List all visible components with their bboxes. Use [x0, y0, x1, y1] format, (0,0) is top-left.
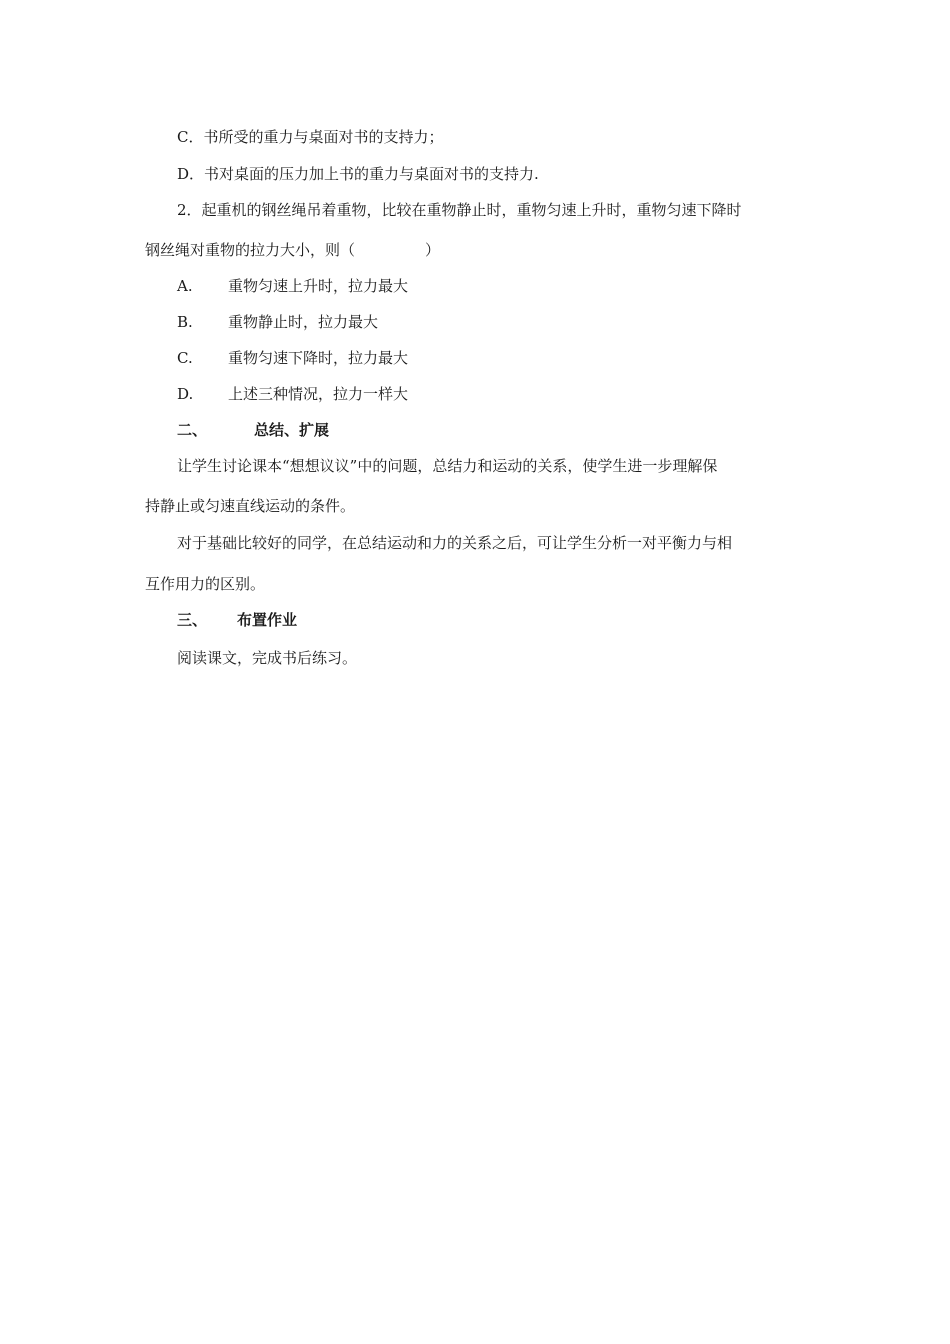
q2-option-a	[177, 276, 408, 296]
option-text: 重物静止时，拉力最大	[228, 313, 379, 331]
section2-p2-line2: 互作用力的区别。	[145, 575, 266, 593]
section2-p1-line1: 让学生讨论课本“想想议议”中的问题，总结力和运动的关系，使学生进一步理解保	[177, 457, 718, 475]
section2-heading	[177, 420, 329, 440]
q1-option-c: C．书所受的重力与桌面对书的支持力；	[177, 128, 444, 146]
section2-p2-line1: 对于基础比较好的同学，在总结运动和力的关系之后，可让学生分析一对平衡力与相	[177, 534, 733, 552]
option-letter: C.	[177, 349, 193, 367]
section-title: 总结、扩展	[254, 421, 330, 439]
option-text: 上述三种情况，拉力一样大	[228, 385, 409, 403]
option-letter: D.	[177, 385, 194, 403]
q1-option-d: D．书对桌面的压力加上书的重力与桌面对书的支持力.	[177, 165, 539, 183]
section3-heading	[177, 610, 297, 630]
section3-p1: 阅读课文，完成书后练习。	[177, 649, 358, 667]
section-number: 二、	[177, 421, 208, 439]
q2-option-d	[177, 384, 408, 404]
option-letter: B.	[177, 313, 193, 331]
section-number: 三、	[177, 611, 208, 629]
q2-stem-close: ）	[425, 241, 441, 259]
option-text: 重物匀速上升时，拉力最大	[228, 277, 409, 295]
section2-p1-line2: 持静止或匀速直线运动的条件。	[145, 497, 356, 515]
q2-stem-line2	[145, 240, 440, 260]
q2-option-b	[177, 312, 378, 332]
q2-option-c	[177, 348, 408, 368]
q2-stem-text: 钢丝绳对重物的拉力大小，则（	[145, 241, 356, 259]
option-letter: A.	[177, 277, 193, 295]
q2-stem-line1: 2．起重机的钢丝绳吊着重物，比较在重物静止时，重物匀速上升时，重物匀速下降时	[177, 201, 742, 219]
option-text: 重物匀速下降时，拉力最大	[228, 349, 409, 367]
section-title: 布置作业	[237, 611, 298, 629]
